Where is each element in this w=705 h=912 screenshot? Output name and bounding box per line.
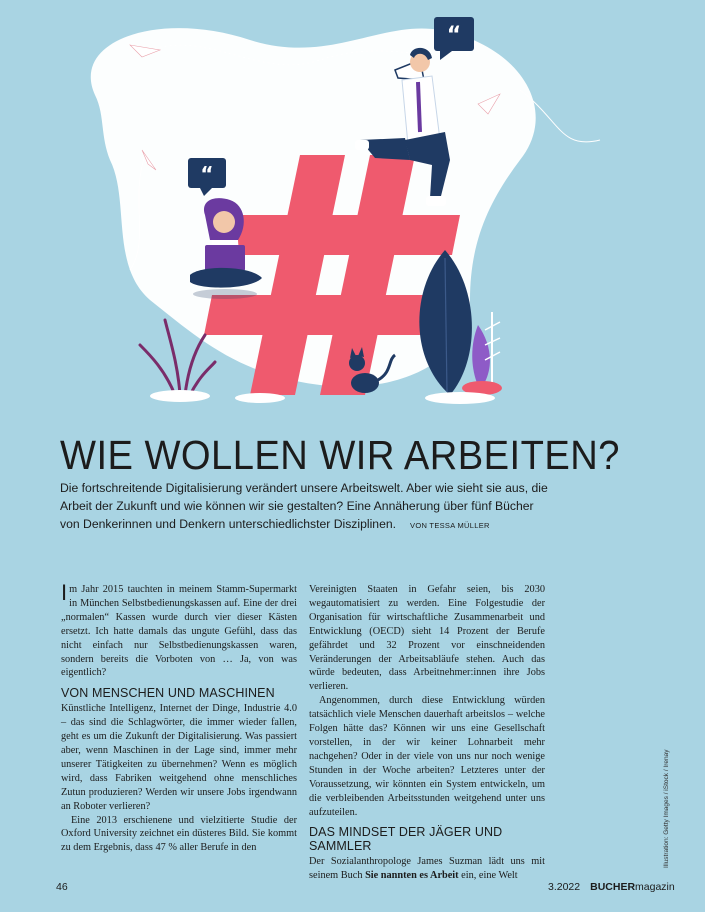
section-heading: VON MENSCHEN UND MASCHINEN — [61, 686, 275, 701]
section-heading: DAS MINDSET DER JÄGER UND SAMMLER — [309, 825, 503, 854]
lead-text: Die fortschreitende Digitalisierung verändert unsere Arbeitswelt. Aber wie sieht sie aus, die Arbeit der Zukunft und wie können wir sie gestalten? Eine Annäherung über fünf Bücher von Denkerinnen und Denkern unterschiedlichster Disziplinen. — [60, 481, 548, 531]
issue-date: 3.2022 — [548, 881, 581, 893]
footer-issue — [548, 881, 675, 893]
column2-paragraph-3: Der Sozialanthropologe James Suzman lädt uns mit seinem Buch Sie nannten es Arbeit ein, eine Welt — [309, 856, 545, 882]
article-column-1 — [61, 580, 297, 855]
column1-paragraph-2: Künstliche Intelligenz, Internet der Dinge, Industrie 4.0 – das sind die Schlagwörter, die immer wieder fallen, geht es um die Zukunft der Digitalisierung. Was passiert aber, wenn Maschinen in der Lage sind, immer mehr unserer Tätigkeiten zu übernehmen? Wenn es möglich wird, dass Fabriken weitgehend ohne menschliches Zutun produzieren? Werden wir unsere Jobs irgendwann an Roboter verlieren? — [61, 703, 297, 812]
image-credit: Illustration: Getty Images / iStock / Irenay — [663, 749, 670, 868]
hero-illustration — [0, 0, 705, 430]
magazine-brand-sub: magazin — [635, 881, 675, 893]
drop-cap: I — [61, 580, 68, 605]
book-title: Sie nannten es Arbeit — [365, 870, 459, 882]
column2-paragraph-2: Angenommen, durch diese Entwicklung würden tatsächlich viele Menschen dauerhaft arbeitslos – welche Folgen hätte das? Können wir uns eine Gesellschaft vorstellen, in der wir keiner Lohnarbeit mehr nachgehen? Oder in der viele von uns nur noch wenige Stunden in der Woche arbeiten? Letzteres unter der Voraussetzung, wir könnten ein System entwickeln, um die verbleibenden Arbeitsstunden weitgehend unter uns aufzuteilen. — [309, 695, 545, 818]
headline: WIE WOLLEN WIR ARBEITEN? — [60, 432, 620, 478]
page-number: 46 — [56, 881, 68, 893]
laptop — [205, 245, 245, 271]
author-byline: VON TESSA MÜLLER — [410, 521, 490, 530]
column1-paragraph-3: Eine 2013 erschienene und vielzitierte Studie der Oxford University zeichnet ein düsteres Bild. Sie kommt zu dem Ergebnis, dass 47 % aller Berufe in den — [61, 814, 297, 854]
column2-paragraph-1: Vereinigten Staaten in Gefahr seien, bis 2030 wegautomatisiert zu werden. Eine Folgestudie der Organisation für wirtschaftliche Zusammenarbeit und Entwicklung (OECD) sieht 14 Prozent der Berufe gefährdet und 32 Prozent vor einschneidenden Veränderungen der Arbeitsabläufe stehen. Auch das würde bedeuten, dass Arbeitnehmer:innen ihre Jobs verlieren. — [309, 584, 545, 693]
lead-paragraph — [60, 479, 550, 535]
magazine-brand: BUCHER — [590, 881, 636, 893]
svg-text:“: “ — [446, 23, 462, 48]
column1-paragraph-1: Im Jahr 2015 tauchten in meinem Stamm-Supermarkt in München Selbstbedienungskassen auf. Eine der drei „normalen“ Kassen wurde durch vier dieser Kästen ersetzt. Ich hatte damals das ungute Gefühl, dass das nicht einfach nur Selbstbedienungskassen waren, sondern bereits die Vorboten von … Ja, von was eigentlich? — [61, 580, 297, 679]
svg-text:“: “ — [200, 162, 214, 186]
article-column-2 — [309, 583, 545, 883]
